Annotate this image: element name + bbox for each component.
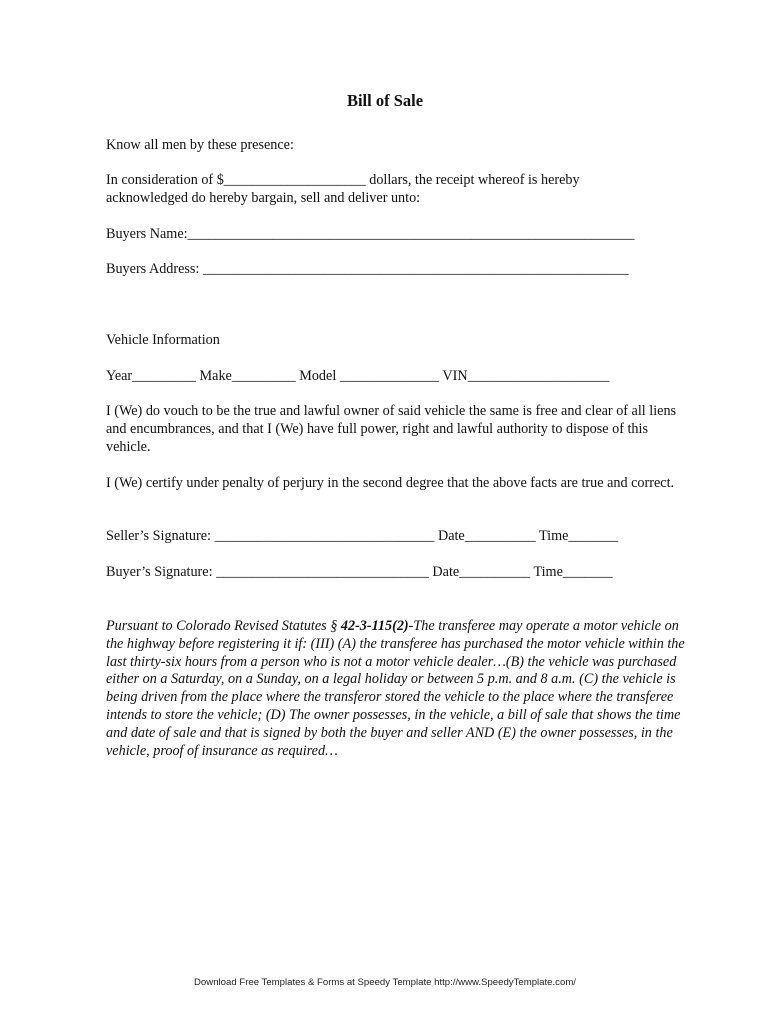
consideration-line-1: In consideration of $____________________ dollars, the receipt whereof is hereby (106, 172, 580, 188)
vehicle-info-fields: Year_________ Make_________ Model ______________ VIN____________________ (106, 368, 610, 384)
statute-body: -The transferee may operate a motor vehicle on the highway before registering it if: (III) (A) the transferee has purchased the motor vehicle within the last thirty-six hours from a person who is not a motor vehicle dealer…(B) the vehicle was purchased either on a Saturday, on a Sunday, on a legal holiday or between 5 p.m. and 8 a.m. (C) the vehicle is being driven from the place where the transferor stored the vehicle to the place where the transferee intends to store the vehicle; (D) The owner possesses, in the vehicle, a bill of sale that shows the time and date of sale and that is signed by both the buyer and seller AND (E) the owner possesses, in the vehicle, proof of insurance as required… (106, 618, 685, 759)
document-title: Bill of Sale (346, 91, 424, 110)
seller-signature-line: Seller’s Signature: _______________________________ Date__________ Time_______ (106, 528, 619, 544)
buyer-signature-line: Buyer’s Signature: ______________________________ Date__________ Time_______ (106, 564, 613, 580)
statute-prefix: Pursuant to Colorado Revised Statutes § (106, 618, 341, 634)
vouch-paragraph: I (We) do vouch to be the true and lawful owner of said vehicle the same is free and clear of all liens and encumbrances, and that I (We) have full power, right and lawful authority to dispose of this vehicle. (106, 403, 677, 455)
footer-text: Download Free Templates & Forms at Speedy Template http://www.SpeedyTemplate.com/ (194, 977, 576, 988)
certify-paragraph: I (We) certify under penalty of perjury in the second degree that the above facts are true and correct. (106, 475, 675, 491)
statute-citation: 42-3-115(2) (340, 618, 409, 634)
intro-text: Know all men by these presence: (106, 137, 294, 153)
buyers-address-field: Buyers Address: ____________________________________________________________ (106, 261, 629, 277)
buyers-name-field: Buyers Name:_______________________________________________________________ (106, 226, 635, 242)
statute-paragraph (106, 618, 696, 760)
consideration-line-2: acknowledged do hereby bargain, sell and deliver unto: (106, 190, 421, 206)
vehicle-info-heading: Vehicle Information (106, 332, 220, 348)
